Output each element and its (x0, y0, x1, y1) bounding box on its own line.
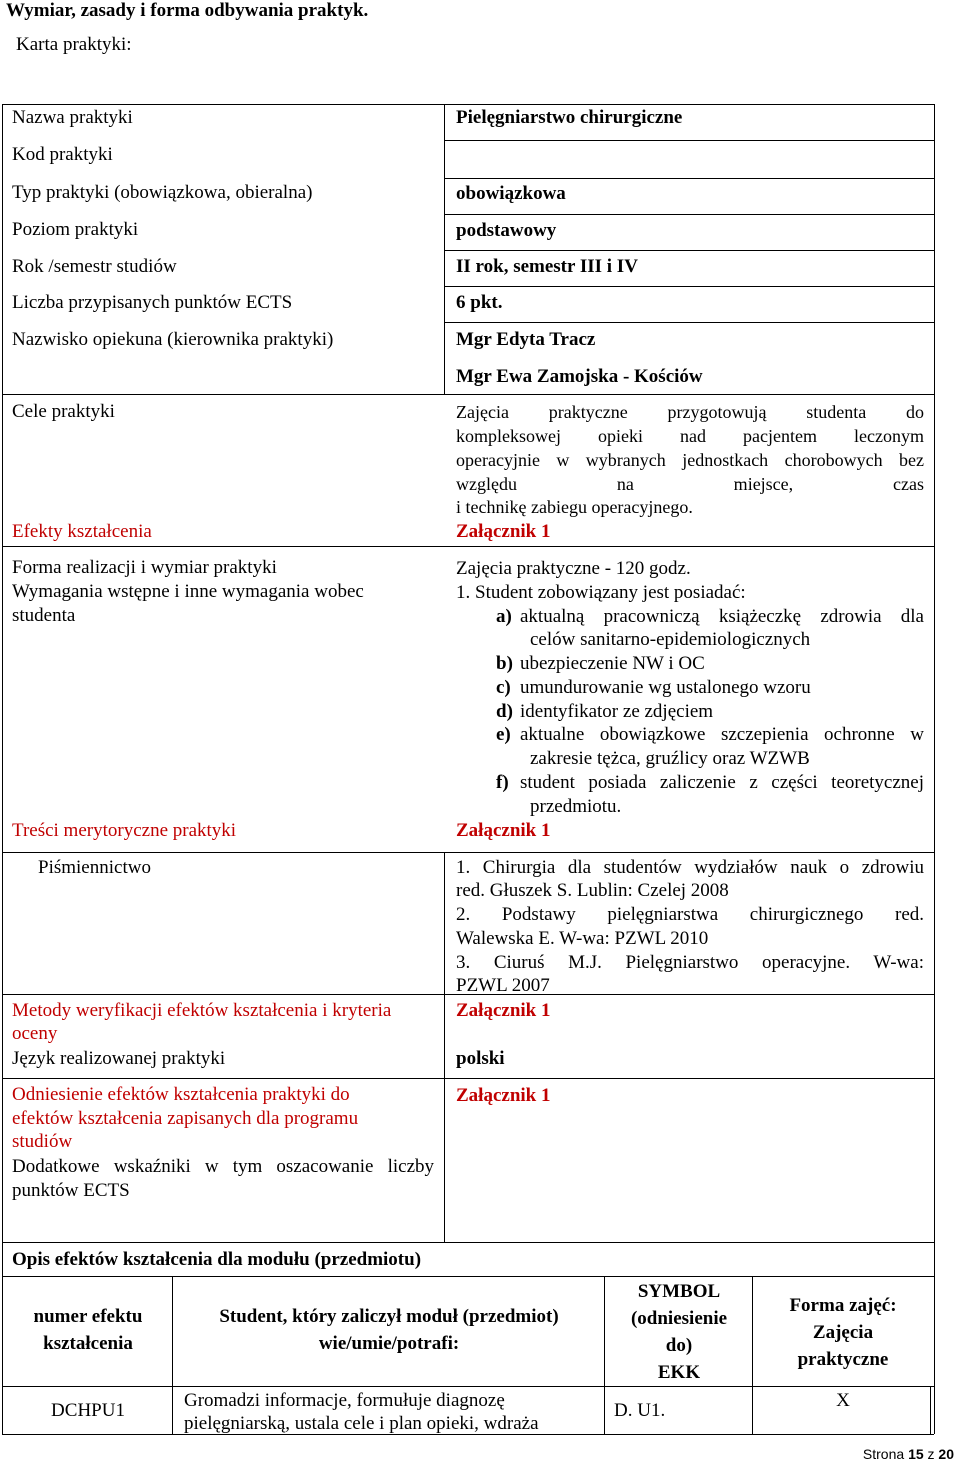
label-methods: Metody weryfikacji efektów kształcenia i kryteria (12, 1000, 392, 1021)
label-year-semester: Rok /semestr studiów (12, 256, 177, 277)
col-header-symbol-3: do) (665, 1335, 693, 1356)
label-goals: Cele praktyki (12, 401, 115, 422)
col-header-number: numer efektu (33, 1306, 143, 1327)
effect-code: DCHPU1 (51, 1400, 125, 1421)
req-text: ubezpieczenie NW i OC (520, 653, 705, 674)
goals-line: kompleksowej opieki nad pacjentem leczonym (456, 426, 924, 446)
goals-line: Zajęcia praktyczne przygotowują studenta do (456, 402, 924, 422)
content-appendix-link[interactable]: Załącznik 1 (456, 820, 551, 841)
value-supervisor-1: Mgr Edyta Tracz (456, 329, 596, 350)
reference-appendix-link[interactable]: Załącznik 1 (456, 1085, 551, 1106)
goals-line: operacyjnie w wybranych jednostkach chorobowych bez (456, 450, 924, 470)
label-supervisor: Nazwisko opiekuna (kierownika praktyki) (12, 329, 334, 350)
label-form: Forma realizacji i wymiar praktyki (12, 557, 277, 578)
req-text: umundurowanie wg ustalonego wzoru (520, 677, 811, 698)
col-header-student: Student, który zaliczył moduł (przedmiot) (219, 1306, 559, 1327)
literature-line: 1. Chirurgia dla studentów wydziałów nauk o zdrowiu (456, 857, 924, 878)
req-letter: d) (496, 701, 513, 722)
label-content: Treści merytoryczne praktyki (12, 820, 237, 841)
label-reference: Odniesienie efektów kształcenia praktyki do (12, 1084, 350, 1105)
col-header-form-2: Zajęcia (812, 1322, 874, 1343)
label-reference: efektów kształcenia zapisanych dla programu (12, 1108, 359, 1129)
req-text: student posiada zaliczenie z części teoretycznej (520, 772, 924, 793)
label-language: Język realizowanej praktyki (12, 1048, 226, 1069)
col-header-symbol-4: EKK (657, 1362, 701, 1383)
label-extra: Dodatkowe wskaźniki w tym oszacowanie liczby (12, 1156, 434, 1177)
req-text: aktualne obowiązkowe szczepienia ochronne w (520, 724, 924, 745)
col-header-form-3: praktyczne (797, 1349, 889, 1370)
requirements-intro: 1. Student zobowiązany jest posiadać: (456, 582, 746, 603)
effect-description: Gromadzi informacje, formułuje diagnozę (184, 1390, 505, 1411)
req-text: zakresie tężca, gruźlicy oraz WZWB (530, 748, 810, 769)
effects-appendix-link[interactable]: Załącznik 1 (456, 521, 551, 542)
col-header-symbol-2: (odniesienie (630, 1308, 728, 1329)
literature-line: Walewska E. W-wa: PZWL 2010 (456, 928, 709, 949)
label-effects: Efekty kształcenia (12, 521, 152, 542)
req-text: celów sanitarno-epidemiologicznych (530, 629, 811, 650)
card-subtitle: Karta praktyki: (16, 34, 132, 55)
req-letter: f) (496, 772, 509, 793)
label-practice-name: Nazwa praktyki (12, 107, 133, 128)
req-text: aktualną pracowniczą książeczkę zdrowia dla (520, 606, 924, 627)
methods-appendix-link[interactable]: Załącznik 1 (456, 1000, 551, 1021)
col-header-number-2: kształcenia (43, 1333, 133, 1354)
page-number: Strona 15 z 20 (862, 1446, 954, 1462)
effect-symbol: D. U1. (614, 1400, 666, 1421)
label-practice-level: Poziom praktyki (12, 219, 139, 240)
label-methods-2: oceny (12, 1023, 58, 1044)
req-text: przedmiotu. (530, 796, 622, 817)
literature-line: 2. Podstawy pielęgniarstwa chirurgicznego red. (456, 904, 924, 925)
req-letter: e) (496, 724, 511, 745)
value-form: Zajęcia praktyczne - 120 godz. (456, 558, 691, 579)
goals-line-last: i technikę zabiegu operacyjnego. (456, 497, 693, 517)
col-header-form: Forma zajęć: (789, 1295, 897, 1316)
label-extra: punktów ECTS (12, 1180, 130, 1201)
value-ects: 6 pkt. (456, 292, 503, 313)
req-letter: b) (496, 653, 513, 674)
effect-mark: X (836, 1390, 850, 1411)
effect-description-2: pielęgniarską, ustala cele i plan opieki, wdraża (184, 1413, 539, 1434)
label-reference: studiów (12, 1131, 73, 1152)
literature-line: PZWL 2007 (456, 975, 550, 996)
page-title: Wymiar, zasady i forma odbywania praktyk. (6, 0, 369, 21)
label-practice-code: Kod praktyki (12, 144, 113, 165)
label-requirements: Wymagania wstępne i inne wymagania wobec (12, 581, 364, 602)
value-supervisor-2: Mgr Ewa Zamojska - Kościów (456, 366, 703, 387)
col-header-student-2: wie/umie/potrafi: (318, 1333, 460, 1354)
req-letter: c) (496, 677, 511, 698)
value-practice-level: podstawowy (456, 220, 557, 241)
value-practice-name: Pielęgniarstwo chirurgiczne (456, 107, 683, 128)
col-header-symbol: SYMBOL (637, 1281, 721, 1302)
req-text: identyfikator ze zdjęciem (520, 701, 714, 722)
literature-line: 3. Ciuruś M.J. Pielęgniarstwo operacyjne. W-wa: (456, 952, 924, 973)
label-practice-type: Typ praktyki (obowiązkowa, obieralna) (12, 182, 313, 203)
goals-line: względu na miejsce, czas (456, 474, 924, 494)
label-ects: Liczba przypisanych punktów ECTS (12, 292, 293, 313)
req-letter: a) (496, 606, 512, 627)
value-year-semester: II rok, semestr III i IV (456, 256, 638, 277)
effects-table-title: Opis efektów kształcenia dla modułu (przedmiotu) (12, 1249, 422, 1270)
label-requirements-2: studenta (12, 605, 76, 626)
label-literature: Piśmiennictwo (38, 857, 151, 878)
value-practice-type: obowiązkowa (456, 183, 566, 204)
value-language: polski (456, 1048, 505, 1069)
literature-line: red. Głuszek S. Lublin: Czelej 2008 (456, 880, 729, 901)
